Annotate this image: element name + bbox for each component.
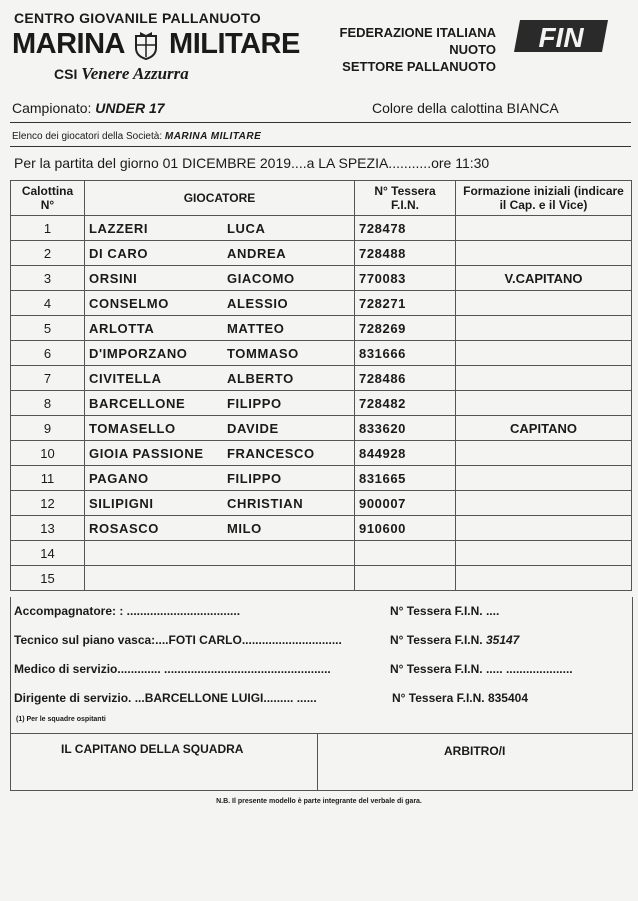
dirigente-tessera: N° Tessera F.I.N. 835404 [392, 691, 528, 705]
tessera-number: 728478 [355, 216, 456, 241]
formazione-role: V.CAPITANO [456, 266, 632, 291]
tecnico: Tecnico sul piano vasca:....FOTI CARLO.............................. [14, 633, 342, 647]
table-row [11, 291, 632, 316]
tessera-number: 728269 [355, 316, 456, 341]
calottina-number: 11 [11, 466, 85, 491]
org-line-3: CSI Venere Azzurra [54, 64, 189, 83]
accompagnatore-tessera: N° Tessera F.I.N. .... [390, 604, 500, 618]
org-name [12, 28, 300, 61]
campionato: Campionato: UNDER 17 [12, 100, 165, 116]
players-table [10, 180, 632, 591]
player-name [85, 491, 355, 516]
player-surname: TOMASELLO [89, 420, 176, 436]
arbitro-signature: ARBITRO/I [444, 744, 506, 758]
calottina-number: 6 [11, 341, 85, 366]
player-surname: ROSASCO [89, 520, 159, 536]
fin-logo-text: FIN [538, 22, 584, 53]
calottina-number: 10 [11, 441, 85, 466]
player-surname: DI CARO [89, 245, 149, 261]
table-header [11, 181, 632, 216]
table-row [11, 216, 632, 241]
federation-title: FEDERAZIONE ITALIANA NUOTO SETTORE PALLANUOTO [339, 25, 496, 74]
player-firstname: FRANCESCO [227, 445, 315, 461]
calottina-number: 7 [11, 366, 85, 391]
player-firstname: FILIPPO [227, 395, 282, 411]
player-surname: ARLOTTA [89, 320, 155, 336]
col-giocatore: GIOCATORE [85, 181, 355, 216]
col-formazione: Formazione iniziali (indicare il Cap. e il Vice) [456, 181, 632, 216]
table-row [11, 416, 632, 441]
tessera-number: 900007 [355, 491, 456, 516]
formazione-role [456, 441, 632, 466]
formazione-role [456, 241, 632, 266]
calottina-number: 12 [11, 491, 85, 516]
table-row [11, 391, 632, 416]
dirigente: Dirigente di servizio. ...BARCELLONE LUIGI......... ...... [14, 691, 317, 705]
player-name [85, 516, 355, 541]
player-surname: BARCELLONE [89, 395, 186, 411]
formazione-role [456, 366, 632, 391]
player-surname: CONSELMO [89, 295, 169, 311]
player-name [85, 541, 355, 566]
table-row [11, 241, 632, 266]
org-line-1: CENTRO GIOVANILE PALLANUOTO [14, 10, 261, 26]
medico: Medico di servizio............. .................................................. [14, 662, 331, 676]
player-surname: CIVITELLA [89, 370, 162, 386]
player-name [85, 241, 355, 266]
formazione-role [456, 341, 632, 366]
tessera-number: 833620 [355, 416, 456, 441]
table-row [11, 541, 632, 566]
player-surname: ORSINI [89, 270, 138, 286]
player-name [85, 291, 355, 316]
player-firstname: MILO [227, 520, 262, 536]
calottina-number: 9 [11, 416, 85, 441]
tessera-number: 728482 [355, 391, 456, 416]
formazione-role [456, 316, 632, 341]
formazione-role [456, 516, 632, 541]
player-surname: SILIPIGNI [89, 495, 154, 511]
tecnico-tessera: N° Tessera F.I.N. 35147 [390, 633, 520, 647]
player-name [85, 441, 355, 466]
col-tessera: N° Tessera F.I.N. [355, 181, 456, 216]
tessera-number: 910600 [355, 516, 456, 541]
tessera-number: 844928 [355, 441, 456, 466]
player-firstname: FILIPPO [227, 470, 282, 486]
calottina-number: 13 [11, 516, 85, 541]
tessera-number [355, 541, 456, 566]
table-row [11, 441, 632, 466]
player-name [85, 341, 355, 366]
player-surname: GIOIA PASSIONE [89, 445, 204, 461]
calottina-number: 4 [11, 291, 85, 316]
table-row [11, 491, 632, 516]
tessera-number: 831666 [355, 341, 456, 366]
player-name [85, 216, 355, 241]
table-row [11, 266, 632, 291]
tessera-number: 831665 [355, 466, 456, 491]
player-name [85, 266, 355, 291]
tessera-number: 770083 [355, 266, 456, 291]
player-firstname: DAVIDE [227, 420, 279, 436]
player-name [85, 316, 355, 341]
player-name [85, 466, 355, 491]
table-row [11, 516, 632, 541]
tessera-number: 728486 [355, 366, 456, 391]
table-row [11, 316, 632, 341]
formazione-role [456, 466, 632, 491]
formazione-role [456, 216, 632, 241]
nb-note: N.B. Il presente modello è parte integrante del verbale di gara. [216, 798, 422, 805]
player-firstname: CHRISTIAN [227, 495, 304, 511]
table-row [11, 466, 632, 491]
calottina-number: 8 [11, 391, 85, 416]
formazione-role [456, 491, 632, 516]
elenco-societa: Elenco dei giocatori della Società: MARINA MILITARE [12, 131, 262, 142]
ospitanti-note: (1) Per le squadre ospitanti [16, 716, 106, 723]
player-name [85, 416, 355, 441]
formazione-role [456, 391, 632, 416]
player-firstname: ALBERTO [227, 370, 294, 386]
formazione-role [456, 566, 632, 591]
accompagnatore: Accompagnatore: : .................................. [14, 604, 241, 618]
calottina-number: 3 [11, 266, 85, 291]
player-firstname: ANDREA [227, 245, 287, 261]
fin-logo-icon [510, 16, 610, 56]
navy-crest-icon [133, 30, 159, 60]
player-surname: D'IMPORZANO [89, 345, 188, 361]
player-name [85, 566, 355, 591]
venere-azzurra-script: Venere Azzurra [81, 64, 189, 83]
tessera-number: 728271 [355, 291, 456, 316]
player-name [85, 366, 355, 391]
capitano-signature: IL CAPITANO DELLA SQUADRA [11, 734, 318, 790]
table-row [11, 341, 632, 366]
tessera-number [355, 566, 456, 591]
player-firstname: LUCA [227, 220, 266, 236]
calottina-color: Colore della calottina BIANCA [372, 100, 559, 116]
player-firstname: MATTEO [227, 320, 285, 336]
table-row [11, 566, 632, 591]
match-details: Per la partita del giorno 01 DICEMBRE 2019....a LA SPEZIA...........ore 11:30 [14, 155, 490, 171]
player-surname: PAGANO [89, 470, 149, 486]
col-calottina: Calottina N° [11, 181, 85, 216]
signature-box [10, 733, 633, 791]
player-firstname: GIACOMO [227, 270, 295, 286]
org-name-part2: MILITARE [169, 28, 300, 60]
medico-tessera: N° Tessera F.I.N. ..... .................... [390, 662, 573, 676]
formazione-role [456, 291, 632, 316]
calottina-number: 2 [11, 241, 85, 266]
formazione-role [456, 541, 632, 566]
player-surname: LAZZERI [89, 220, 149, 236]
player-firstname: ALESSIO [227, 295, 289, 311]
calottina-number: 5 [11, 316, 85, 341]
player-firstname: TOMMASO [227, 345, 299, 361]
calottina-number: 14 [11, 541, 85, 566]
calottina-number: 15 [11, 566, 85, 591]
table-row [11, 366, 632, 391]
formazione-role: CAPITANO [456, 416, 632, 441]
tessera-number: 728488 [355, 241, 456, 266]
player-name [85, 391, 355, 416]
org-name-part1: MARINA [12, 28, 124, 60]
calottina-number: 1 [11, 216, 85, 241]
